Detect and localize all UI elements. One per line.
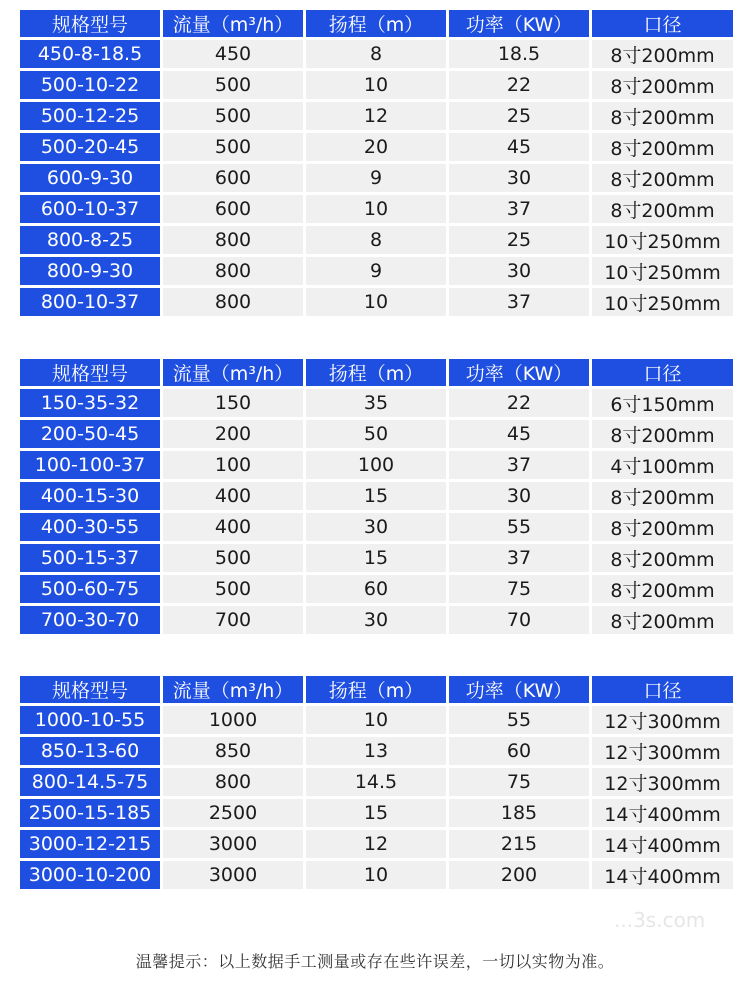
value-cell: 800 (163, 257, 303, 285)
model-cell: 500-15-37 (20, 544, 160, 572)
model-cell: 150-35-32 (20, 389, 160, 417)
table-header-row (20, 676, 733, 703)
value-cell: 9 (306, 164, 446, 192)
value-cell: 30 (306, 606, 446, 634)
column-header: 扬程（m） (306, 10, 446, 37)
value-cell: 9 (306, 257, 446, 285)
model-cell: 450-8-18.5 (20, 40, 160, 68)
table-row (20, 164, 733, 192)
value-cell: 25 (449, 102, 589, 130)
model-cell: 850-13-60 (20, 737, 160, 765)
table-header-row (20, 359, 733, 386)
value-cell: 6寸150mm (592, 389, 733, 417)
value-cell: 500 (163, 575, 303, 603)
value-cell: 15 (306, 482, 446, 510)
value-cell: 8寸200mm (592, 102, 733, 130)
value-cell: 8寸200mm (592, 195, 733, 223)
table-row (20, 133, 733, 161)
value-cell: 150 (163, 389, 303, 417)
value-cell: 10 (306, 706, 446, 734)
value-cell: 10 (306, 288, 446, 316)
model-cell: 700-30-70 (20, 606, 160, 634)
value-cell: 60 (306, 575, 446, 603)
value-cell: 10 (306, 71, 446, 99)
model-cell: 500-12-25 (20, 102, 160, 130)
value-cell: 12 (306, 830, 446, 858)
table-row (20, 513, 733, 541)
column-header: 流量（m³/h） (163, 359, 303, 386)
column-header: 功率（KW） (449, 676, 589, 703)
value-cell: 13 (306, 737, 446, 765)
value-cell: 55 (449, 706, 589, 734)
value-cell: 12寸300mm (592, 706, 733, 734)
model-cell: 600-9-30 (20, 164, 160, 192)
value-cell: 8寸200mm (592, 420, 733, 448)
table-row (20, 102, 733, 130)
model-cell: 500-20-45 (20, 133, 160, 161)
model-cell: 400-30-55 (20, 513, 160, 541)
value-cell: 400 (163, 513, 303, 541)
model-cell: 800-14.5-75 (20, 768, 160, 796)
value-cell: 22 (449, 71, 589, 99)
spec-table-3 (17, 673, 736, 892)
value-cell: 14寸400mm (592, 861, 733, 889)
model-cell: 3000-10-200 (20, 861, 160, 889)
model-cell: 600-10-37 (20, 195, 160, 223)
table-row (20, 226, 733, 254)
model-cell: 400-15-30 (20, 482, 160, 510)
value-cell: 45 (449, 420, 589, 448)
value-cell: 12寸300mm (592, 768, 733, 796)
column-header: 功率（KW） (449, 359, 589, 386)
value-cell: 500 (163, 71, 303, 99)
value-cell: 55 (449, 513, 589, 541)
value-cell: 850 (163, 737, 303, 765)
table-row (20, 706, 733, 734)
value-cell: 3000 (163, 830, 303, 858)
value-cell: 8寸200mm (592, 544, 733, 572)
column-header: 流量（m³/h） (163, 10, 303, 37)
column-header: 扬程（m） (306, 359, 446, 386)
value-cell: 10 (306, 195, 446, 223)
model-cell: 800-8-25 (20, 226, 160, 254)
value-cell: 10 (306, 861, 446, 889)
table-row (20, 768, 733, 796)
value-cell: 8寸200mm (592, 133, 733, 161)
value-cell: 500 (163, 102, 303, 130)
column-header: 规格型号 (20, 359, 160, 386)
value-cell: 200 (163, 420, 303, 448)
table-row (20, 575, 733, 603)
model-cell: 500-10-22 (20, 71, 160, 99)
value-cell: 15 (306, 799, 446, 827)
model-cell: 3000-12-215 (20, 830, 160, 858)
value-cell: 10寸250mm (592, 288, 733, 316)
value-cell: 500 (163, 133, 303, 161)
model-cell: 200-50-45 (20, 420, 160, 448)
value-cell: 200 (449, 861, 589, 889)
value-cell: 700 (163, 606, 303, 634)
table-row (20, 257, 733, 285)
watermark: ...3s.com (614, 908, 706, 932)
model-cell: 500-60-75 (20, 575, 160, 603)
value-cell: 8寸200mm (592, 164, 733, 192)
value-cell: 75 (449, 575, 589, 603)
table-row (20, 195, 733, 223)
spec-table-2 (17, 356, 736, 637)
spec-table-1 (17, 7, 736, 319)
table-header-row (20, 10, 733, 37)
value-cell: 18.5 (449, 40, 589, 68)
table-row (20, 482, 733, 510)
value-cell: 400 (163, 482, 303, 510)
model-cell: 800-9-30 (20, 257, 160, 285)
value-cell: 45 (449, 133, 589, 161)
value-cell: 30 (449, 257, 589, 285)
value-cell: 3000 (163, 861, 303, 889)
value-cell: 4寸100mm (592, 451, 733, 479)
table-row (20, 544, 733, 572)
value-cell: 12 (306, 102, 446, 130)
column-header: 功率（KW） (449, 10, 589, 37)
value-cell: 37 (449, 544, 589, 572)
table-row (20, 737, 733, 765)
value-cell: 30 (449, 482, 589, 510)
column-header: 规格型号 (20, 10, 160, 37)
value-cell: 37 (449, 451, 589, 479)
value-cell: 600 (163, 164, 303, 192)
model-cell: 800-10-37 (20, 288, 160, 316)
value-cell: 500 (163, 544, 303, 572)
table-row (20, 40, 733, 68)
column-header: 口径 (592, 359, 733, 386)
model-cell: 1000-10-55 (20, 706, 160, 734)
value-cell: 8 (306, 40, 446, 68)
value-cell: 800 (163, 768, 303, 796)
value-cell: 37 (449, 288, 589, 316)
value-cell: 12寸300mm (592, 737, 733, 765)
value-cell: 35 (306, 389, 446, 417)
table-row (20, 451, 733, 479)
column-header: 扬程（m） (306, 676, 446, 703)
value-cell: 37 (449, 195, 589, 223)
column-header: 口径 (592, 10, 733, 37)
value-cell: 1000 (163, 706, 303, 734)
value-cell: 8 (306, 226, 446, 254)
value-cell: 14寸400mm (592, 799, 733, 827)
value-cell: 8寸200mm (592, 513, 733, 541)
value-cell: 25 (449, 226, 589, 254)
value-cell: 100 (306, 451, 446, 479)
value-cell: 215 (449, 830, 589, 858)
value-cell: 30 (306, 513, 446, 541)
table-row (20, 71, 733, 99)
column-header: 口径 (592, 676, 733, 703)
value-cell: 22 (449, 389, 589, 417)
model-cell: 100-100-37 (20, 451, 160, 479)
value-cell: 10寸250mm (592, 226, 733, 254)
value-cell: 800 (163, 226, 303, 254)
value-cell: 600 (163, 195, 303, 223)
table-row (20, 861, 733, 889)
value-cell: 100 (163, 451, 303, 479)
value-cell: 800 (163, 288, 303, 316)
value-cell: 20 (306, 133, 446, 161)
value-cell: 8寸200mm (592, 575, 733, 603)
value-cell: 10寸250mm (592, 257, 733, 285)
value-cell: 14寸400mm (592, 830, 733, 858)
table-row (20, 606, 733, 634)
column-header: 规格型号 (20, 676, 160, 703)
table-row (20, 830, 733, 858)
model-cell: 2500-15-185 (20, 799, 160, 827)
value-cell: 8寸200mm (592, 606, 733, 634)
value-cell: 15 (306, 544, 446, 572)
value-cell: 185 (449, 799, 589, 827)
table-row (20, 420, 733, 448)
value-cell: 8寸200mm (592, 40, 733, 68)
value-cell: 50 (306, 420, 446, 448)
table-row (20, 799, 733, 827)
value-cell: 450 (163, 40, 303, 68)
column-header: 流量（m³/h） (163, 676, 303, 703)
value-cell: 70 (449, 606, 589, 634)
value-cell: 8寸200mm (592, 71, 733, 99)
value-cell: 2500 (163, 799, 303, 827)
value-cell: 75 (449, 768, 589, 796)
table-row (20, 389, 733, 417)
value-cell: 8寸200mm (592, 482, 733, 510)
value-cell: 30 (449, 164, 589, 192)
value-cell: 14.5 (306, 768, 446, 796)
footnote: 温馨提示：以上数据手工测量或存在些许误差，一切以实物为准。 (135, 952, 615, 971)
table-row (20, 288, 733, 316)
value-cell: 60 (449, 737, 589, 765)
